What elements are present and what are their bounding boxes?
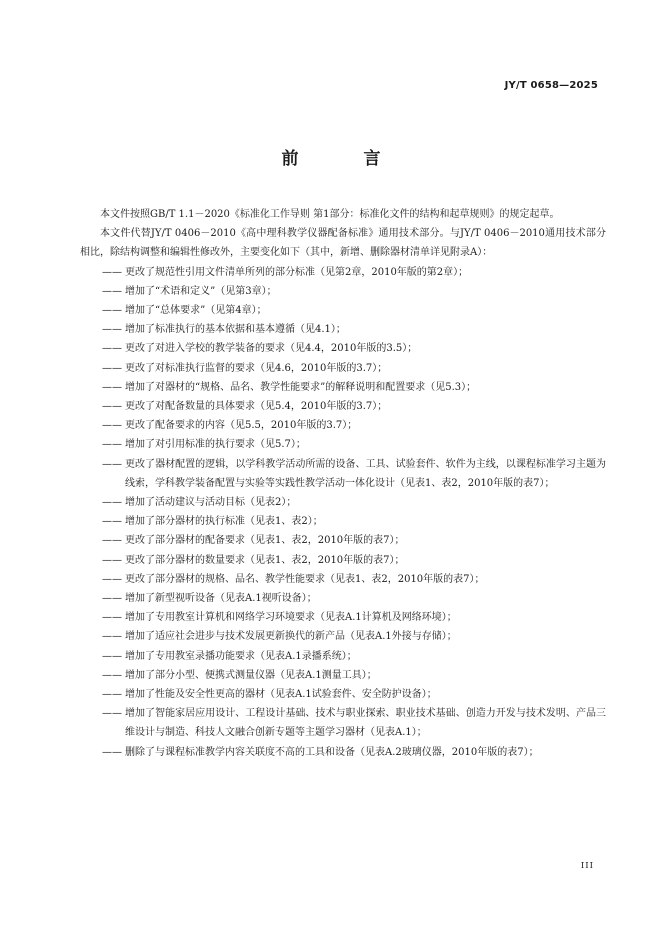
list-item-text: 更改了部分器材的数量要求（见表1、表2，2010年版的表7）；: [125, 554, 405, 566]
list-item: [80, 282, 606, 301]
list-item: [80, 378, 606, 397]
list-item: [80, 416, 606, 435]
list-dash: ——: [102, 669, 122, 681]
list-item: [80, 435, 606, 454]
list-item-text: 增加了“术语和定义”（见第3章）；: [125, 285, 277, 297]
list-item: [80, 493, 606, 512]
list-item-text: 增加了“总体要求”（见第4章）；: [125, 305, 267, 317]
page-title: 前 言: [281, 149, 405, 169]
changes-list: [80, 263, 606, 762]
page-number: III: [580, 861, 594, 871]
list-item: [80, 570, 606, 589]
paragraph-replacement: 本文件代替JY/T 0406－2010《高中理科教学仪器配备标准》通用技术部分。与JY/T 0406－2010通用技术部分相比，除结构调整和编辑性修改外，主要变化如下（其中，新增、删除器材清单详见附录A）：: [80, 228, 606, 259]
list-item: [80, 743, 606, 762]
document-body: [80, 205, 606, 762]
list-dash: ——: [102, 593, 122, 605]
list-item-text: 增加了智能家居应用设计、工程设计基础、技术与职业探索、职业技术基础、创造力开发与技术发明、产品三维设计与制造、科技人文融合创新专题等主题学习器材（见表A.1）；: [125, 708, 606, 739]
list-item-text: 更改了对配备数量的具体要求（见5.4，2010年版的3.7）；: [125, 401, 388, 413]
list-dash: ——: [102, 266, 122, 278]
list-item: [80, 685, 606, 704]
list-item-text: 删除了与课程标准教学内容关联度不高的工具和设备（见表A.2玻璃仪器，2010年版的表7）；: [125, 746, 539, 758]
list-dash: ——: [102, 381, 122, 393]
list-dash: ——: [102, 554, 122, 566]
list-item: [80, 359, 606, 378]
list-item: [80, 627, 606, 646]
list-item: [80, 301, 606, 320]
list-dash: ——: [102, 285, 122, 297]
list-item-text: 增加了新型视听设备（见表A.1视听设备）；: [125, 593, 317, 605]
list-dash: ——: [102, 401, 122, 413]
list-item: [80, 531, 606, 550]
list-item: [80, 589, 606, 608]
list-item: [80, 339, 606, 358]
list-dash: ——: [102, 746, 122, 758]
paragraph-intro: 本文件按照GB/T 1.1－2020《标准化工作导则 第1部分：标准化文件的结构和起草规则》的规定起草。: [100, 209, 560, 220]
list-item-text: 增加了对器材的“规格、品名、教学性能要求”的解释说明和配置要求（见5.3）；: [125, 381, 477, 393]
list-item-text: 增加了部分小型、便携式测量仪器（见表A.1测量工具）；: [125, 669, 377, 681]
list-item-text: 更改了对标准执行监督的要求（见4.6，2010年版的3.7）；: [125, 362, 388, 374]
list-item-text: 增加了专用教室录播功能要求（见表A.1录播系统）；: [125, 650, 357, 662]
list-dash: ——: [102, 324, 122, 336]
list-item-text: 更改了部分器材的规格、品名、教学性能要求（见表1、表2，2010年版的表7）；: [125, 573, 485, 585]
list-item: [80, 704, 606, 742]
list-item: [80, 455, 606, 493]
list-item-text: 增加了性能及安全性更高的器材（见表A.1试验套件、安全防护设备）；: [125, 689, 437, 701]
list-dash: ——: [102, 362, 122, 374]
list-item: [80, 397, 606, 416]
list-item-text: 增加了标准执行的基本依据和基本遵循（见4.1）；: [125, 324, 346, 336]
list-item-text: 更改了配备要求的内容（见5.5，2010年版的3.7）；: [125, 420, 358, 432]
list-dash: ——: [102, 497, 122, 509]
list-dash: ——: [102, 305, 122, 317]
list-dash: ——: [102, 458, 122, 470]
list-dash: ——: [102, 420, 122, 432]
list-item: [80, 551, 606, 570]
list-item-text: 增加了适应社会进步与技术发展更新换代的新产品（见表A.1外接与存储）；: [125, 631, 457, 643]
list-dash: ——: [102, 650, 122, 662]
list-item: [80, 647, 606, 666]
list-dash: ——: [102, 689, 122, 701]
list-item-text: 更改了规范性引用文件清单所列的部分标准（见第2章，2010年版的第2章）；: [125, 266, 469, 278]
list-dash: ——: [102, 573, 122, 585]
list-item: [80, 263, 606, 282]
list-item: [80, 512, 606, 531]
list-item-text: 更改了部分器材的配备要求（见表1、表2，2010年版的表7）；: [125, 535, 405, 547]
list-dash: ——: [102, 516, 122, 528]
list-dash: ——: [102, 631, 122, 643]
list-item-text: 增加了对引用标准的执行要求（见5.7）；: [125, 439, 306, 451]
list-dash: ——: [102, 343, 122, 355]
list-item-text: 增加了专用教室计算机和网络学习环境要求（见表A.1计算机及网络环境）；: [125, 612, 457, 624]
document-code: JY/T 0658—2025: [504, 80, 598, 91]
list-dash: ——: [102, 708, 122, 720]
list-item-text: 更改了对进入学校的教学装备的要求（见4.4，2010年版的3.5）；: [125, 343, 418, 355]
list-item: [80, 320, 606, 339]
list-item: [80, 608, 606, 627]
list-dash: ——: [102, 612, 122, 624]
list-item: [80, 666, 606, 685]
list-item-text: 增加了活动建议与活动目标（见表2）；: [125, 497, 297, 509]
list-item-text: 更改了器材配置的逻辑，以学科教学活动所需的设备、工具、试验套件、软件为主线，以课程标准学习主题为线索，学科教学装备配置与实验等实践性教学活动一体化设计（见表1、表2，2010年版的表7）；: [125, 458, 606, 489]
list-dash: ——: [102, 535, 122, 547]
list-dash: ——: [102, 439, 122, 451]
list-item-text: 增加了部分器材的执行标准（见表1、表2）；: [125, 516, 323, 528]
